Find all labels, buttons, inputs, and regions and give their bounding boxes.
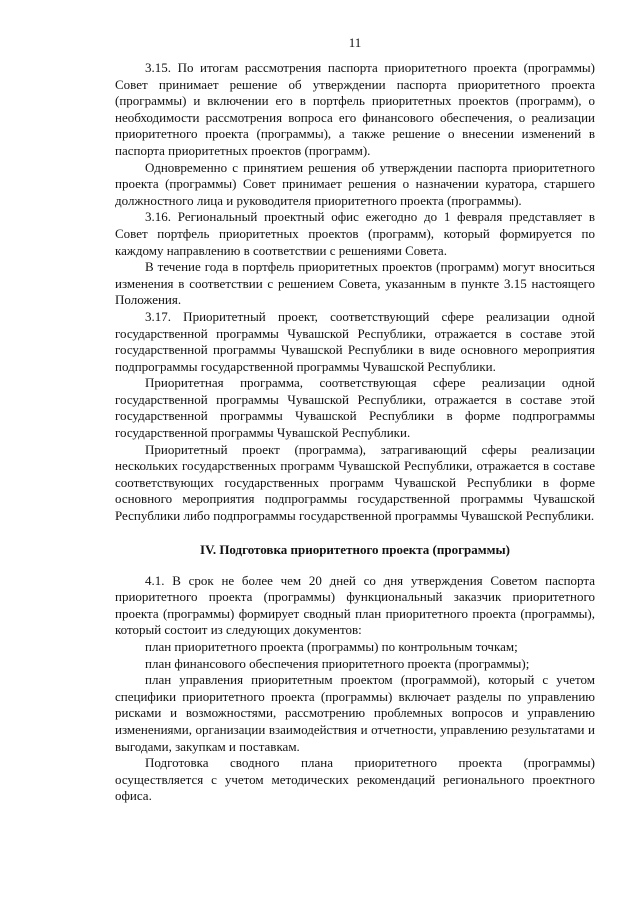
paragraph-multi-program-project: Приоритетный проект (программа), затрагивающий сферы реализации нескольких государственных программ Чувашской Республики, отражается в составе соответствующих государственных программ Чувашской Республики в форме основного мероприятия подпрограммы государственной программы Чувашской Республики либо подпрограммы государственной программы Чувашской Республики. <box>115 441 595 524</box>
paragraph-summary-plan-preparation: Подготовка сводного плана приоритетного проекта (программы) осуществляется с учетом методических рекомендаций регионального проектного офиса. <box>115 755 595 804</box>
paragraph-3-16: 3.16. Региональный проектный офис ежегодно до 1 февраля представляет в Совет портфель приоритетных проектов (программ), который формируется по каждому направлению в соответствии с решениями Совета. <box>115 209 595 258</box>
list-item-financial-plan: план финансового обеспечения приоритетного проекта (программы); <box>145 655 530 671</box>
document-page <box>115 34 595 805</box>
paragraph-4-1: 4.1. В срок не более чем 20 дней со дня утверждения Советом паспорта приоритетного проекта (программы) функциональный заказчик приоритетного проекта (программы) формирует сводный план приоритетного проекта (программы), который состоит из следующих документов: <box>115 572 595 638</box>
section-title: IV. Подготовка приоритетного проекта (программы) <box>200 541 510 557</box>
page-number: 11 <box>348 35 362 50</box>
paragraphs-bottom <box>115 573 595 805</box>
paragraph-priority-program: Приоритетная программа, соответствующая сфере реализации одной государственной программы Чувашской Республики, отражается в составе этой государственной программы Чувашской Республики в форме подпрограммы государственной программы Чувашской Республики. <box>115 375 595 441</box>
list-item-control-points-plan: план приоритетного проекта (программы) по контрольным точкам; <box>145 639 518 654</box>
paragraph-3-17: 3.17. Приоритетный проект, соответствующий сфере реализации одной государственной программы Чувашской Республики, отражается в составе этой государственной программы Чувашской Республики в виде основного мероприятия подпрограммы государственной программы Чувашской Республики. <box>115 308 595 374</box>
paragraph-portfolio-changes: В течение года в портфель приоритетных проектов (программ) могут вноситься изменения в соответствии с решением Совета, указанным в пункте 3.15 настоящего Положения. <box>115 259 595 308</box>
paragraphs-top <box>115 60 595 525</box>
paragraph-simultaneous-decision: Одновременно с принятием решения об утверждении паспорта приоритетного проекта (программы) Совет принимает решения о назначении куратора, старшего должностного лица и руководителя приоритетного проекта (программы). <box>115 159 595 208</box>
list-item-management-plan: план управления приоритетным проектом (программой), который с учетом специфики приоритетного проекта (программы) включает разделы по управлению рисками и возможностями, рассмотрению проблемных вопросов и управлению изменениями, организации взаимодействия и отчетности, управлению результатами и выгодами, закупкам и поставкам. <box>115 672 595 754</box>
paragraph-3-15: 3.15. По итогам рассмотрения паспорта приоритетного проекта (программы) Совет принимает решение об утверждении паспорта приоритетного проекта (программы) и включении его в портфель приоритетных проектов (программ), о необходимости рассмотрения вопроса его финансового обеспечения, о реализации приоритетного проекта (программы), а также решение о внесении изменений в паспорта приоритетных проектов (программ). <box>115 60 595 158</box>
